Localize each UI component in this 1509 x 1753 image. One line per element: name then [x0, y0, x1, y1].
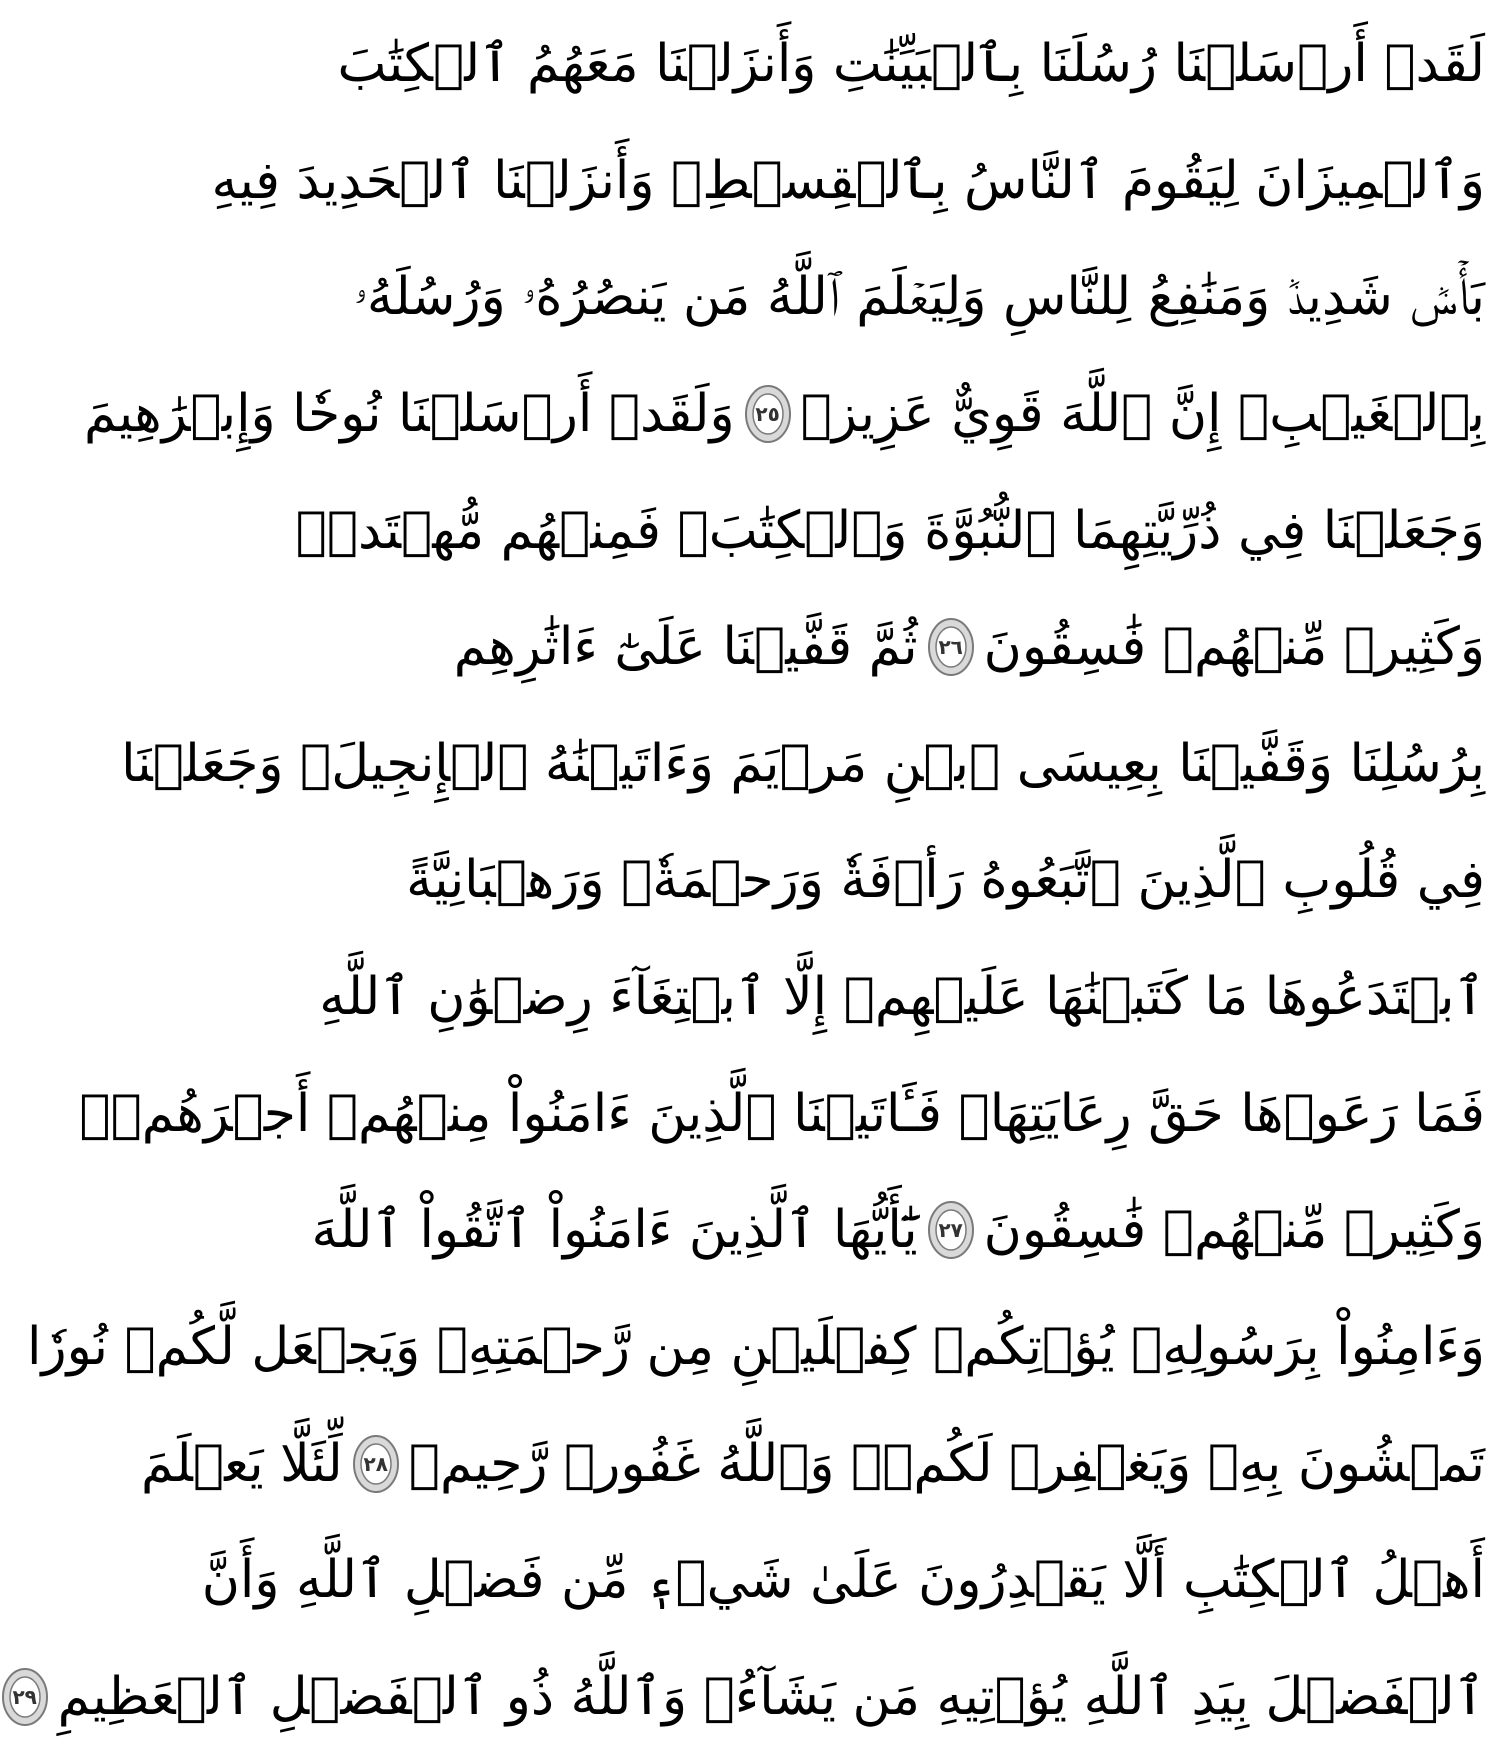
line-6-text-a: وَكَثِيرٞ مِّنۡهُمۡ فَٰسِقُونَ	[983, 617, 1485, 678]
line-5-text: وَجَعَلۡنَا فِي ذُرِّيَّتِهِمَا ٱلنُّبُوَّةَ وَٱلۡكِتَٰبَۖ فَمِنۡهُم مُّهۡتَدٖۖ	[295, 500, 1485, 561]
ayah-end-rosette-icon	[351, 1433, 401, 1495]
line-13-text-b: لِّئَلَّا يَعۡلَمَ	[141, 1433, 343, 1494]
ayah-number: ٢٨	[363, 1451, 388, 1476]
ayah-end-rosette-icon	[926, 1199, 976, 1261]
text-line-14	[201, 1534, 1485, 1626]
line-13-text-a: تَمۡشُونَ بِهِۦ وَيَغۡفِرۡ لَكُمۡۚ وَٱللَّهُ غَفُورٞ رَّحِيمٞ	[408, 1433, 1485, 1494]
text-line-5	[295, 485, 1485, 577]
line-10-text: فَمَا رَعَوۡهَا حَقَّ رِعَايَتِهَاۖ فَـَٔاتَيۡنَا ٱلَّذِينَ ءَامَنُواْ مِنۡهُمۡ أَجۡرَهُمۡۖ	[79, 1083, 1485, 1144]
ayah-end-rosette-icon	[743, 383, 793, 445]
text-line-8	[406, 834, 1485, 926]
text-line-3	[353, 251, 1485, 343]
text-line-4	[84, 368, 1485, 460]
line-7-text: بِرُسُلِنَا وَقَفَّيۡنَا بِعِيسَى ٱبۡنِ مَرۡيَمَ وَءَاتَيۡنَٰهُ ٱلۡإِنجِيلَۖ وَجَعَلۡنَا	[121, 733, 1485, 794]
line-11-text-b: يَٰٓأَيُّهَا ٱلَّذِينَ ءَامَنُواْ ٱتَّقُواْ ٱللَّهَ	[311, 1200, 918, 1261]
mushaf-page	[12, 0, 1509, 1753]
text-line-6	[453, 601, 1485, 693]
text-line-12	[27, 1301, 1485, 1393]
line-12-text: وَءَامِنُواْ بِرَسُولِهِۦ يُؤۡتِكُمۡ كِفۡلَيۡنِ مِن رَّحۡمَتِهِۦ وَيَجۡعَل لَّكُمۡ نُورٗا	[27, 1317, 1485, 1378]
line-4-text-a: بِٱلۡغَيۡبِۚ إِنَّ ٱللَّهَ قَوِيٌّ عَزِيزٞ	[800, 383, 1485, 444]
line-15-text: ٱلۡفَضۡلَ بِيَدِ ٱللَّهِ يُؤۡتِيهِ مَن يَشَآءُۚ وَٱللَّهُ ذُو ٱلۡفَضۡلِ ٱلۡعَظِيمِ	[57, 1666, 1485, 1727]
text-line-2	[211, 135, 1485, 227]
ayah-number: ٢٩	[12, 1684, 37, 1709]
text-line-7	[121, 718, 1485, 810]
ayah-number: ٢٥	[755, 401, 780, 426]
line-1-text: لَقَدۡ أَرۡسَلۡنَا رُسُلَنَا بِٱلۡبَيِّنَٰتِ وَأَنزَلۡنَا مَعَهُمُ ٱلۡكِتَٰبَ	[337, 34, 1485, 94]
ayah-number: ٢٧	[938, 1218, 963, 1243]
line-4-text-b: وَلَقَدۡ أَرۡسَلۡنَا نُوحٗا وَإِبۡرَٰهِيمَ	[84, 383, 735, 444]
ayah-number: ٢٦	[938, 635, 963, 660]
ayah-end-rosette-icon	[926, 616, 976, 678]
text-line-13	[141, 1418, 1485, 1510]
text-line-9	[319, 951, 1485, 1043]
text-line-15	[12, 1651, 1485, 1743]
line-11-text-a: وَكَثِيرٞ مِّنۡهُمۡ فَٰسِقُونَ	[983, 1200, 1485, 1261]
text-line-10	[79, 1068, 1485, 1160]
text-line-1	[337, 18, 1485, 110]
line-2-text: وَٱلۡمِيزَانَ لِيَقُومَ ٱلنَّاسُ بِٱلۡقِسۡطِۖ وَأَنزَلۡنَا ٱلۡحَدِيدَ فِيهِ	[211, 150, 1485, 211]
line-14-text: أَهۡلُ ٱلۡكِتَٰبِ أَلَّا يَقۡدِرُونَ عَلَىٰ شَيۡءٖ مِّن فَضۡلِ ٱللَّهِ وَأَنَّ	[201, 1550, 1485, 1611]
ayah-end-rosette-icon	[0, 1666, 50, 1728]
line-6-text-b: ثُمَّ قَفَّيۡنَا عَلَىٰٓ ءَاثَٰرِهِم	[453, 617, 918, 678]
text-line-11	[311, 1184, 1485, 1276]
line-8-text: فِي قُلُوبِ ٱلَّذِينَ ٱتَّبَعُوهُ رَأۡفَةٗ وَرَحۡمَةٗۚ وَرَهۡبَانِيَّةً	[406, 850, 1485, 911]
line-3-text: بَأۡسٞ شَدِيدٞ وَمَنَٰفِعُ لِلنَّاسِ وَلِيَعۡلَمَ ٱللَّهُ مَن يَنصُرُهُۥ وَرُسُلَهُۥ	[353, 267, 1485, 328]
line-9-text: ٱبۡتَدَعُوهَا مَا كَتَبۡنَٰهَا عَلَيۡهِمۡ إِلَّا ٱبۡتِغَآءَ رِضۡوَٰنِ ٱللَّهِ	[319, 967, 1485, 1028]
